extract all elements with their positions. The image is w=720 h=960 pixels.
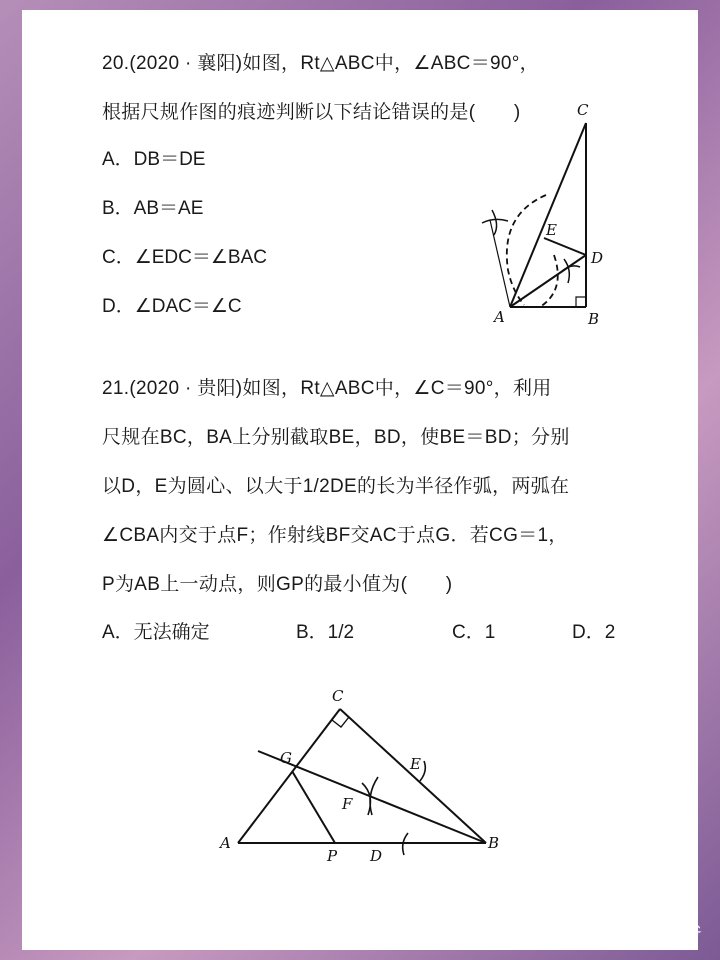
- q20-option-b[interactable]: B．AB＝AE: [102, 198, 204, 219]
- q21-label-p: P: [327, 847, 338, 865]
- q20-label-e: E: [546, 221, 557, 239]
- q21-segment-gp: [292, 771, 335, 843]
- q20-right-angle-mark: [576, 297, 586, 307]
- q21-option-a[interactable]: A．无法确定: [102, 622, 210, 643]
- q21-label-f: F: [342, 795, 353, 813]
- q20-arc-mark-left-2: [482, 219, 508, 223]
- q21-label-b: B: [488, 834, 500, 852]
- q21-stem-line-5: P为AB上一动点，则GP的最小值为( ): [102, 574, 453, 595]
- q21-option-d[interactable]: D．2: [572, 622, 616, 643]
- q21-arc-mark-f-1: [362, 783, 370, 815]
- q20-option-c[interactable]: C．∠EDC＝∠BAC: [102, 247, 267, 268]
- q20-figure: [480, 95, 620, 330]
- q21-label-e: E: [410, 755, 421, 773]
- q21-label-c: C: [332, 687, 344, 705]
- q20-label-d: D: [591, 249, 604, 267]
- q21-stem-line-3: 以D，E为圆心、以大于1/2DE的长为半径作弧，两弧在: [102, 476, 570, 497]
- q20-side-ac: [510, 123, 586, 307]
- q21-label-d: D: [370, 847, 383, 865]
- q21-arc-mark-f-2: [370, 777, 378, 815]
- q20-dashed-arc-large: [507, 195, 546, 305]
- q21-option-b[interactable]: B．1/2: [296, 622, 355, 643]
- q21-label-g: G: [280, 749, 292, 767]
- q20-option-d[interactable]: D．∠DAC＝∠C: [102, 296, 242, 317]
- q21-ray-bg: [258, 751, 486, 843]
- watermark-main: 知乎 @娉爷: [601, 924, 702, 945]
- watermark: [560, 919, 702, 946]
- q20-segment-de: [544, 238, 586, 255]
- q21-label-a: A: [220, 834, 231, 852]
- q21-stem-line-2: 尺规在BC，BA上分别截取BE，BD，使BE＝BD；分别: [102, 427, 570, 448]
- watermark-small: 小红书: [560, 931, 594, 943]
- q20-label-b: B: [588, 310, 600, 328]
- q21-side-bc: [340, 709, 486, 843]
- q20-label-a: A: [494, 308, 505, 326]
- q20-arc-mark-right-2: [564, 259, 569, 283]
- q20-stem-line-1: 20.(2020 · 襄阳)如图，Rt△ABC中，∠ABC＝90°，: [102, 53, 539, 74]
- q20-stem-line-2: 根据尺规作图的痕迹判断以下结论错误的是( ): [102, 102, 521, 123]
- q21-right-angle-mark: [332, 717, 349, 727]
- q21-stem-line-1: 21.(2020 · 贵阳)如图，Rt△ABC中，∠C＝90°，利用: [102, 378, 552, 399]
- q21-stem-line-4: ∠CBA内交于点F；作射线BF交AC于点G．若CG＝1，: [102, 525, 568, 546]
- q21-side-ac: [238, 709, 340, 843]
- q21-option-c[interactable]: C．1: [452, 622, 496, 643]
- q20-option-a[interactable]: A．DB＝DE: [102, 149, 206, 170]
- q21-figure: [210, 675, 510, 865]
- q20-label-c: C: [577, 101, 589, 119]
